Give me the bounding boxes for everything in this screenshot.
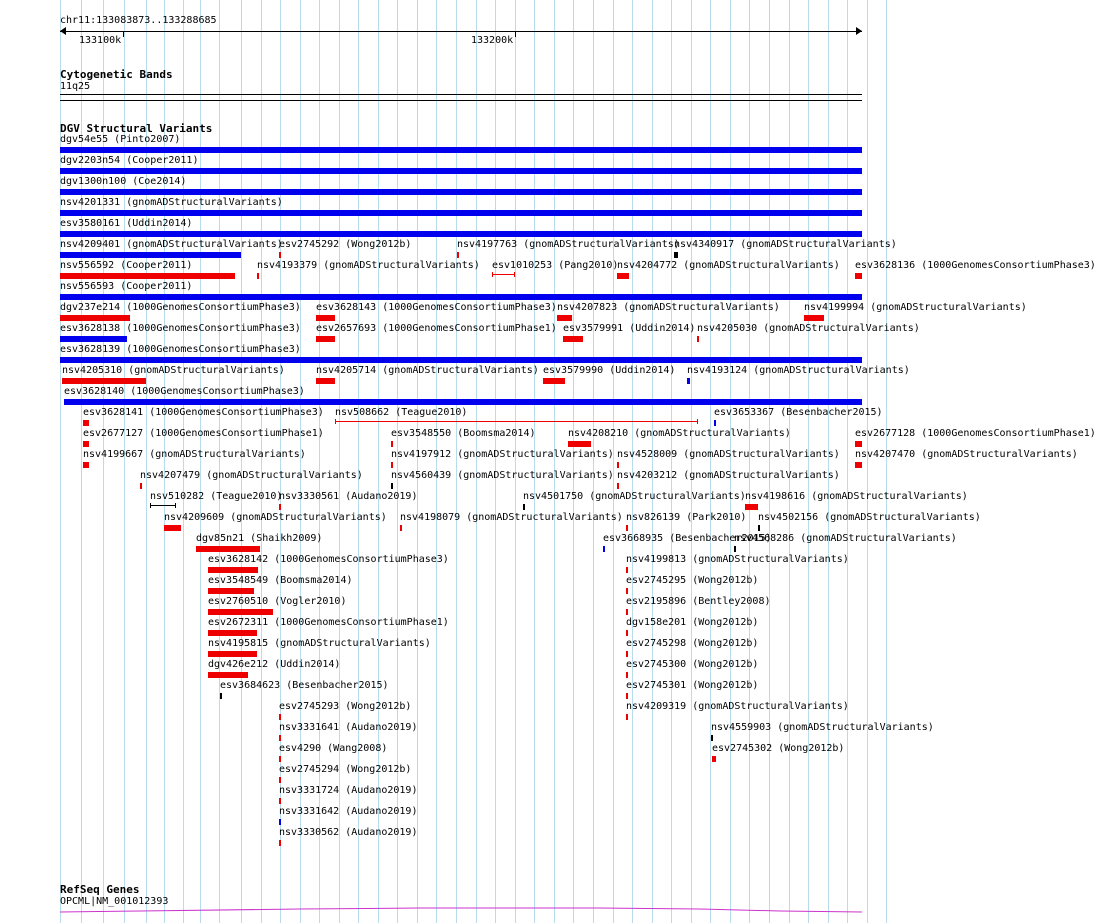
dgv-feature-bar[interactable]	[208, 609, 273, 615]
dgv-feature-label[interactable]: nsv826139 (Park2010)	[626, 512, 747, 523]
gridline	[436, 0, 437, 923]
dgv-feature-bar[interactable]	[626, 630, 628, 636]
dgv-feature-label[interactable]: nsv4207470 (gnomADStructuralVariants)	[855, 449, 1078, 460]
gridline	[828, 0, 829, 923]
dgv-feature-label[interactable]: nsv556592 (Cooper2011)	[60, 260, 193, 271]
dgv-feature-label[interactable]: esv3580161 (Uddin2014)	[60, 218, 193, 229]
dgv-feature-label[interactable]: nsv4568286 (gnomADStructuralVariants)	[734, 533, 957, 544]
dgv-feature-bar[interactable]	[391, 483, 393, 489]
dgv-feature-bar[interactable]	[626, 588, 628, 594]
dgv-feature-bar[interactable]	[617, 273, 629, 279]
dgv-feature-label[interactable]: esv4290 (Wang2008)	[279, 743, 388, 754]
dgv-feature-bar[interactable]	[687, 378, 690, 384]
dgv-feature-label[interactable]: esv3579991 (Uddin2014)	[563, 323, 696, 334]
dgv-feature-bar[interactable]	[617, 483, 619, 489]
dgv-feature-label[interactable]: nsv4199813 (gnomADStructuralVariants)	[626, 554, 849, 565]
cytoband-label: 11q25	[60, 81, 91, 92]
dgv-feature-label[interactable]: esv2745298 (Wong2012b)	[626, 638, 759, 649]
dgv-feature-label[interactable]: nsv510282 (Teague2010)	[150, 491, 283, 502]
dgv-feature-span	[150, 505, 175, 506]
dgv-feature-label[interactable]: nsv4501750 (gnomADStructuralVariants)	[523, 491, 746, 502]
dgv-feature-label[interactable]: nsv3331642 (Audano2019)	[279, 806, 418, 817]
dgv-feature-bar[interactable]	[758, 525, 760, 531]
dgv-feature-label[interactable]: nsv4201331 (gnomADStructuralVariants)	[60, 197, 283, 208]
refseq-gene-model[interactable]	[0, 905, 890, 923]
dgv-feature-label[interactable]: nsv4559903 (gnomADStructuralVariants)	[711, 722, 934, 733]
dgv-feature-bar[interactable]	[568, 441, 591, 447]
dgv-feature-bar[interactable]	[626, 525, 628, 531]
gridline	[554, 0, 555, 923]
dgv-feature-label[interactable]: nsv4198079 (gnomADStructuralVariants)	[400, 512, 623, 523]
gridline	[593, 0, 594, 923]
dgv-feature-bar[interactable]	[712, 756, 716, 762]
dgv-feature-bar[interactable]	[855, 273, 862, 279]
dgv-feature-bar[interactable]	[60, 273, 235, 279]
gridline	[730, 0, 731, 923]
dgv-feature-label[interactable]: dgv2203n54 (Cooper2011)	[60, 155, 199, 166]
dgv-feature-bar[interactable]	[279, 798, 281, 804]
dgv-feature-label[interactable]: nsv4207479 (gnomADStructuralVariants)	[140, 470, 363, 481]
gridline	[789, 0, 790, 923]
dgv-feature-label[interactable]: dgv1300n100 (Coe2014)	[60, 176, 187, 187]
dgv-feature-label[interactable]: nsv4208210 (gnomADStructuralVariants)	[568, 428, 791, 439]
dgv-feature-bar[interactable]	[457, 252, 459, 258]
dgv-feature-label[interactable]: nsv4340917 (gnomADStructuralVariants)	[674, 239, 897, 250]
dgv-feature-label[interactable]: esv2745292 (Wong2012b)	[279, 239, 412, 250]
dgv-feature-label[interactable]: nsv4193124 (gnomADStructuralVariants)	[687, 365, 910, 376]
dgv-feature-label[interactable]: esv2760510 (Vogler2010)	[208, 596, 347, 607]
dgv-feature-bar[interactable]	[745, 504, 758, 510]
refseq-track-title[interactable]: RefSeq Genes	[60, 883, 140, 896]
dgv-feature-label[interactable]: esv2657693 (1000GenomesConsortiumPhase1)	[316, 323, 557, 334]
gridline	[808, 0, 809, 923]
dgv-feature-bar[interactable]	[697, 336, 699, 342]
dgv-feature-bar[interactable]	[279, 777, 281, 783]
dgv-feature-label[interactable]: esv3628139 (1000GenomesConsortiumPhase3)	[60, 344, 301, 355]
dgv-feature-bar[interactable]	[60, 147, 862, 153]
dgv-feature-label[interactable]: nsv4199994 (gnomADStructuralVariants)	[804, 302, 1027, 313]
dgv-feature-label[interactable]: esv2745294 (Wong2012b)	[279, 764, 412, 775]
gridline	[710, 0, 711, 923]
dgv-feature-bar[interactable]	[855, 462, 862, 468]
dgv-feature-label[interactable]: nsv4195815 (gnomADStructuralVariants)	[208, 638, 431, 649]
dgv-feature-label[interactable]: esv3628138 (1000GenomesConsortiumPhase3)	[60, 323, 301, 334]
dgv-track-title[interactable]: DGV Structural Variants	[60, 122, 213, 135]
dgv-feature-cap	[492, 272, 493, 277]
dgv-feature-bar[interactable]	[62, 378, 146, 384]
dgv-feature-bar[interactable]	[855, 441, 862, 447]
dgv-feature-label[interactable]: nsv4528009 (gnomADStructuralVariants)	[617, 449, 840, 460]
dgv-feature-label[interactable]: esv2745301 (Wong2012b)	[626, 680, 759, 691]
dgv-feature-bar[interactable]	[279, 840, 281, 846]
dgv-feature-bar[interactable]	[140, 483, 142, 489]
dgv-feature-label[interactable]: nsv3330561 (Audano2019)	[279, 491, 418, 502]
gridline	[769, 0, 770, 923]
dgv-feature-bar[interactable]	[626, 567, 628, 573]
dgv-feature-cap	[175, 503, 176, 508]
dgv-feature-bar[interactable]	[64, 399, 862, 405]
dgv-feature-label[interactable]: nsv4198616 (gnomADStructuralVariants)	[745, 491, 968, 502]
dgv-feature-label[interactable]: esv2745295 (Wong2012b)	[626, 575, 759, 586]
ruler-arrow-right	[856, 27, 862, 35]
dgv-feature-label[interactable]: esv3684623 (Besenbacher2015)	[220, 680, 389, 691]
gridline	[200, 0, 201, 923]
dgv-feature-bar[interactable]	[279, 819, 281, 825]
dgv-feature-bar[interactable]	[60, 336, 127, 342]
dgv-feature-bar[interactable]	[279, 714, 281, 720]
dgv-feature-bar[interactable]	[714, 420, 716, 426]
dgv-feature-bar[interactable]	[257, 273, 259, 279]
dgv-feature-bar[interactable]	[316, 315, 335, 321]
dgv-feature-bar[interactable]	[220, 693, 222, 699]
dgv-feature-bar[interactable]	[626, 693, 628, 699]
dgv-feature-label[interactable]: esv3579990 (Uddin2014)	[543, 365, 676, 376]
dgv-feature-label[interactable]: dgv237e214 (1000GenomesConsortiumPhase3)	[60, 302, 301, 313]
gridline	[183, 0, 184, 923]
dgv-feature-cap	[150, 503, 151, 508]
dgv-feature-label[interactable]: esv2672311 (1000GenomesConsortiumPhase1)	[208, 617, 449, 628]
dgv-feature-bar[interactable]	[208, 672, 248, 678]
dgv-feature-bar[interactable]	[400, 525, 402, 531]
dgv-feature-bar[interactable]	[543, 378, 565, 384]
gridline	[573, 0, 574, 923]
gridline	[847, 0, 848, 923]
dgv-feature-bar[interactable]	[60, 315, 130, 321]
dgv-feature-label[interactable]: esv3628140 (1000GenomesConsortiumPhase3)	[64, 386, 305, 397]
gridline	[261, 0, 262, 923]
dgv-feature-label[interactable]: nsv4209401 (gnomADStructuralVariants)	[60, 239, 283, 250]
dgv-feature-label[interactable]: esv3653367 (Besenbacher2015)	[714, 407, 883, 418]
dgv-feature-cap	[697, 419, 698, 424]
dgv-feature-label[interactable]: esv1010253 (Pang2010)	[492, 260, 619, 271]
gridline	[241, 0, 242, 923]
dgv-feature-bar[interactable]	[617, 462, 619, 468]
gridline	[886, 0, 887, 923]
dgv-feature-cap	[335, 419, 336, 424]
gridline	[691, 0, 692, 923]
refseq-gene-label[interactable]: OPCML|NM_001012393	[60, 896, 169, 907]
dgv-feature-bar[interactable]	[83, 462, 89, 468]
dgv-feature-bar[interactable]	[391, 441, 393, 447]
dgv-feature-bar[interactable]	[279, 735, 281, 741]
dgv-feature-label[interactable]: nsv4193379 (gnomADStructuralVariants)	[257, 260, 480, 271]
dgv-feature-bar[interactable]	[557, 315, 572, 321]
ruler-tick	[123, 31, 124, 37]
ruler-arrow-left	[60, 27, 66, 35]
dgv-feature-label[interactable]: esv3628136 (1000GenomesConsortiumPhase3)	[855, 260, 1096, 271]
gridline	[476, 0, 477, 923]
dgv-feature-bar[interactable]	[60, 252, 241, 258]
dgv-feature-label[interactable]: esv3628142 (1000GenomesConsortiumPhase3)	[208, 554, 449, 565]
dgv-feature-label[interactable]: nsv4199667 (gnomADStructuralVariants)	[83, 449, 306, 460]
dgv-feature-bar[interactable]	[674, 252, 678, 258]
dgv-feature-cap	[514, 272, 515, 277]
dgv-feature-bar[interactable]	[208, 630, 257, 636]
dgv-feature-label[interactable]: nsv4205714 (gnomADStructuralVariants)	[316, 365, 539, 376]
dgv-feature-bar[interactable]	[316, 378, 335, 384]
dgv-feature-bar[interactable]	[603, 546, 605, 552]
dgv-feature-label[interactable]: nsv3330562 (Audano2019)	[279, 827, 418, 838]
cytoband-outline-top	[60, 94, 862, 95]
gridline	[613, 0, 614, 923]
dgv-feature-bar[interactable]	[279, 504, 281, 510]
dgv-feature-bar[interactable]	[626, 609, 628, 615]
dgv-feature-bar[interactable]	[391, 462, 393, 468]
cytoband-outline-bottom	[60, 100, 862, 101]
gridline	[495, 0, 496, 923]
gridline	[456, 0, 457, 923]
dgv-feature-bar[interactable]	[563, 336, 583, 342]
dgv-feature-label[interactable]: dgv85n21 (Shaikh2009)	[196, 533, 323, 544]
dgv-feature-bar[interactable]	[279, 252, 281, 258]
dgv-feature-bar[interactable]	[60, 357, 862, 363]
ruler-tick-label: 133200k	[471, 35, 514, 46]
dgv-feature-label[interactable]: nsv4197912 (gnomADStructuralVariants)	[391, 449, 614, 460]
gridline	[219, 0, 220, 923]
ruler-range: chr11:133083873..133288685	[60, 15, 217, 26]
dgv-feature-label[interactable]: nsv4204772 (gnomADStructuralVariants)	[617, 260, 840, 271]
dgv-feature-label[interactable]: esv2745293 (Wong2012b)	[279, 701, 412, 712]
dgv-feature-label[interactable]: esv2195896 (Bentley2008)	[626, 596, 771, 607]
dgv-feature-bar[interactable]	[83, 420, 89, 426]
dgv-feature-bar[interactable]	[626, 651, 628, 657]
dgv-feature-bar[interactable]	[734, 546, 736, 552]
dgv-feature-label[interactable]: nsv4205030 (gnomADStructuralVariants)	[697, 323, 920, 334]
dgv-feature-label[interactable]: esv3628143 (1000GenomesConsortiumPhase3)	[316, 302, 557, 313]
gridline	[671, 0, 672, 923]
dgv-feature-label[interactable]: nsv508662 (Teague2010)	[335, 407, 468, 418]
dgv-feature-label[interactable]: esv2745302 (Wong2012b)	[712, 743, 845, 754]
dgv-feature-bar[interactable]	[279, 756, 281, 762]
dgv-feature-label[interactable]: nsv4197763 (gnomADStructuralVariants)	[457, 239, 680, 250]
dgv-feature-bar[interactable]	[804, 315, 824, 321]
dgv-feature-bar[interactable]	[60, 168, 862, 174]
dgv-feature-bar[interactable]	[164, 525, 181, 531]
dgv-feature-label[interactable]: nsv4207823 (gnomADStructuralVariants)	[557, 302, 780, 313]
dgv-feature-bar[interactable]	[83, 441, 89, 447]
gridline	[515, 0, 516, 923]
dgv-feature-label[interactable]: nsv556593 (Cooper2011)	[60, 281, 193, 292]
dgv-feature-bar[interactable]	[208, 588, 254, 594]
dgv-feature-label[interactable]: dgv426e212 (Uddin2014)	[208, 659, 341, 670]
cytoband-track-title[interactable]: Cytogenetic Bands	[60, 68, 173, 81]
dgv-feature-label[interactable]: esv2745300 (Wong2012b)	[626, 659, 759, 670]
dgv-feature-span	[492, 274, 514, 275]
dgv-feature-label[interactable]: nsv3331724 (Audano2019)	[279, 785, 418, 796]
dgv-feature-label[interactable]: nsv4209609 (gnomADStructuralVariants)	[164, 512, 387, 523]
dgv-feature-bar[interactable]	[208, 567, 258, 573]
ruler-tick-label: 133100k	[79, 35, 122, 46]
dgv-feature-label[interactable]: nsv4209319 (gnomADStructuralVariants)	[626, 701, 849, 712]
dgv-feature-span	[335, 421, 697, 422]
dgv-feature-label[interactable]: esv2677127 (1000GenomesConsortiumPhase1)	[83, 428, 324, 439]
dgv-feature-bar[interactable]	[196, 546, 260, 552]
dgv-feature-bar[interactable]	[60, 189, 862, 195]
dgv-feature-label[interactable]: esv3668935 (Besenbacher2015)	[603, 533, 772, 544]
dgv-feature-label[interactable]: dgv158e201 (Wong2012b)	[626, 617, 759, 628]
dgv-feature-bar[interactable]	[60, 210, 862, 216]
ruler-tick	[515, 31, 516, 37]
dgv-feature-label[interactable]: nsv3331641 (Audano2019)	[279, 722, 418, 733]
dgv-feature-bar[interactable]	[60, 294, 862, 300]
dgv-feature-label[interactable]: nsv4560439 (gnomADStructuralVariants)	[391, 470, 614, 481]
dgv-feature-label[interactable]: nsv4502156 (gnomADStructuralVariants)	[758, 512, 981, 523]
gridline	[867, 0, 868, 923]
gridline	[749, 0, 750, 923]
dgv-feature-bar[interactable]	[626, 714, 628, 720]
dgv-feature-bar[interactable]	[626, 672, 628, 678]
dgv-feature-bar[interactable]	[208, 651, 257, 657]
dgv-feature-label[interactable]: esv3548550 (Boomsma2014)	[391, 428, 536, 439]
dgv-feature-bar[interactable]	[316, 336, 335, 342]
dgv-feature-label[interactable]: esv3548549 (Boomsma2014)	[208, 575, 353, 586]
dgv-feature-label[interactable]: nsv4203212 (gnomADStructuralVariants)	[617, 470, 840, 481]
dgv-feature-bar[interactable]	[523, 504, 525, 510]
gridline	[652, 0, 653, 923]
gridline	[632, 0, 633, 923]
dgv-feature-label[interactable]: esv3628141 (1000GenomesConsortiumPhase3)	[83, 407, 324, 418]
ruler-axis	[60, 31, 862, 32]
dgv-feature-label[interactable]: dgv54e55 (Pinto2007)	[60, 134, 181, 145]
dgv-feature-bar[interactable]	[60, 231, 862, 237]
dgv-feature-bar[interactable]	[711, 735, 713, 741]
gridline	[534, 0, 535, 923]
dgv-feature-label[interactable]: esv2677128 (1000GenomesConsortiumPhase1)	[855, 428, 1096, 439]
dgv-feature-label[interactable]: nsv4205310 (gnomADStructuralVariants)	[62, 365, 285, 376]
